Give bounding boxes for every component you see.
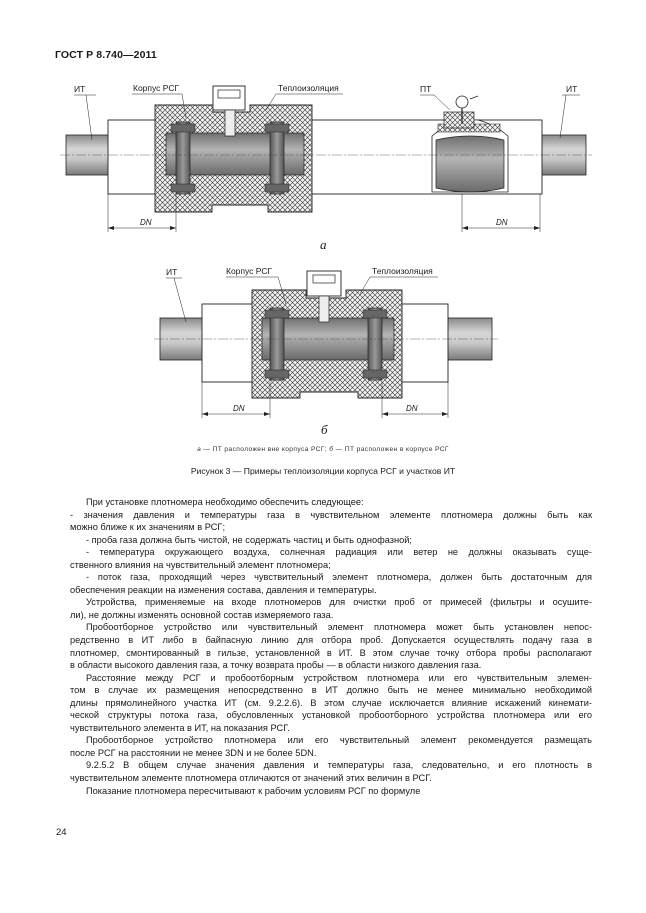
text-line: - поток газа, проходящий через чувствительный элемент плотномера, должен быть достаточным для [86,572,592,583]
dim-dn-right: DN [496,218,508,227]
text-line: 9.2.5.2 В общем случае значения давления и температуры газа, следовательно, и его плотность в [86,760,592,771]
text-line: - проба газа должна быть чистой, не содержать частиц и быть однофазной; [86,534,413,545]
text-line: длины прямолинейного участка ИТ (см. 9.2.2.6). В этом случае исключается влияние искажений кинемати- [70,697,592,708]
text-line: Показание плотномера пересчитывают к рабочим условиям РСГ по формуле [86,785,421,796]
text-line: - значения давления и температуры газа в чувствительном элементе плотномера должны быть как [70,509,592,520]
text-line: ственного влияния на чувствительный элемент плотномера; [70,559,331,570]
document-id: ГОСТ Р 8.740—2011 [55,49,157,61]
page-number: 24 [56,827,67,838]
legend-text-b: — ПТ расположен в корпусе РСГ [333,446,449,453]
label-it-left: ИТ [74,84,86,94]
sublabel-b: б [321,422,328,437]
text-line: редственно в ИТ либо в байпасную линию для отбора проб. Допускается осуществлять подачу газа в [70,635,592,646]
figure-3-drawings [0,0,646,445]
text-line: Пробоотборное устройство плотномера или его чувствительный элемент рекомендуется размещать [86,735,592,746]
dim-dn-left: DN [233,404,245,413]
dim-dn-right: DN [406,404,418,413]
label-rsg-body: Корпус РСГ [226,266,273,276]
text-line: Расстояние между РСГ и пробоотборным устройством плотномера или его чувствительным элемен- [86,672,592,683]
label-insulation: Теплоизоляция [372,266,433,276]
label-it: ИТ [166,267,178,277]
text-line: после РСГ на расстоянии не менее 3DN и не более 5DN. [70,747,317,758]
legend-b: б [329,446,334,453]
text-line: Устройства, применяемые на входе плотномеров для очистки проб от примесей (фильтры и осушите- [86,597,592,608]
text-line: обеспечения реакции на изменения состава, давления и температуры. [70,584,377,595]
dim-dn-left: DN [140,218,152,227]
label-pt: ПТ [420,84,432,94]
text-line: При установке плотномера необходимо обеспечить следующее: [86,497,364,507]
text-line: можно ближе к их значениям в РСГ; [70,522,226,533]
sublabel-a: а [320,237,327,252]
figure-caption: Рисунок 3 — Примеры теплоизоляции корпуса РСГ и участков ИТ [190,466,456,476]
label-it-right: ИТ [566,84,578,94]
drawing-a [60,83,592,252]
text-line: плотномер, смонтированный в гильзе, установленной в ИТ. В этом случае точку отбора пробы располагают [70,647,592,658]
drawing-b [154,266,498,437]
legend-text-a: — ПТ расположен вне корпуса РСГ; [201,446,330,453]
label-insulation: Теплоизоляция [278,83,339,93]
text-line: ческой структуры потока газа, обусловленных установкой пробоотборного устройства плотномера или его [70,710,592,721]
legend-a: а [197,446,202,453]
text-line: чувствительного элемента в ИТ, на показания РСГ. [70,722,290,733]
text-line: - температура окружающего воздуха, солнечная радиация или ветер не должны оказывать суще- [86,547,592,558]
figure-legend [0,446,646,453]
body-text [70,496,592,797]
text-line: ли), не должны изменять основной состав измеряемого газа. [70,609,334,620]
text-line: том в случае их размещения непосредственно в ИТ должно быть не менее минимально необходимой [70,685,592,696]
label-rsg-body: Корпус РСГ [133,83,180,93]
text-line: в области высокого давления газа, а точку возврата пробы — в области низкого давления газа. [70,660,482,671]
text-line: чувствительном элементе плотномера отличаются от значений этих величин в РСГ. [70,773,432,784]
text-line: Пробоотборное устройство или чувствительный элемент плотномера может быть установлен непос- [86,622,592,633]
